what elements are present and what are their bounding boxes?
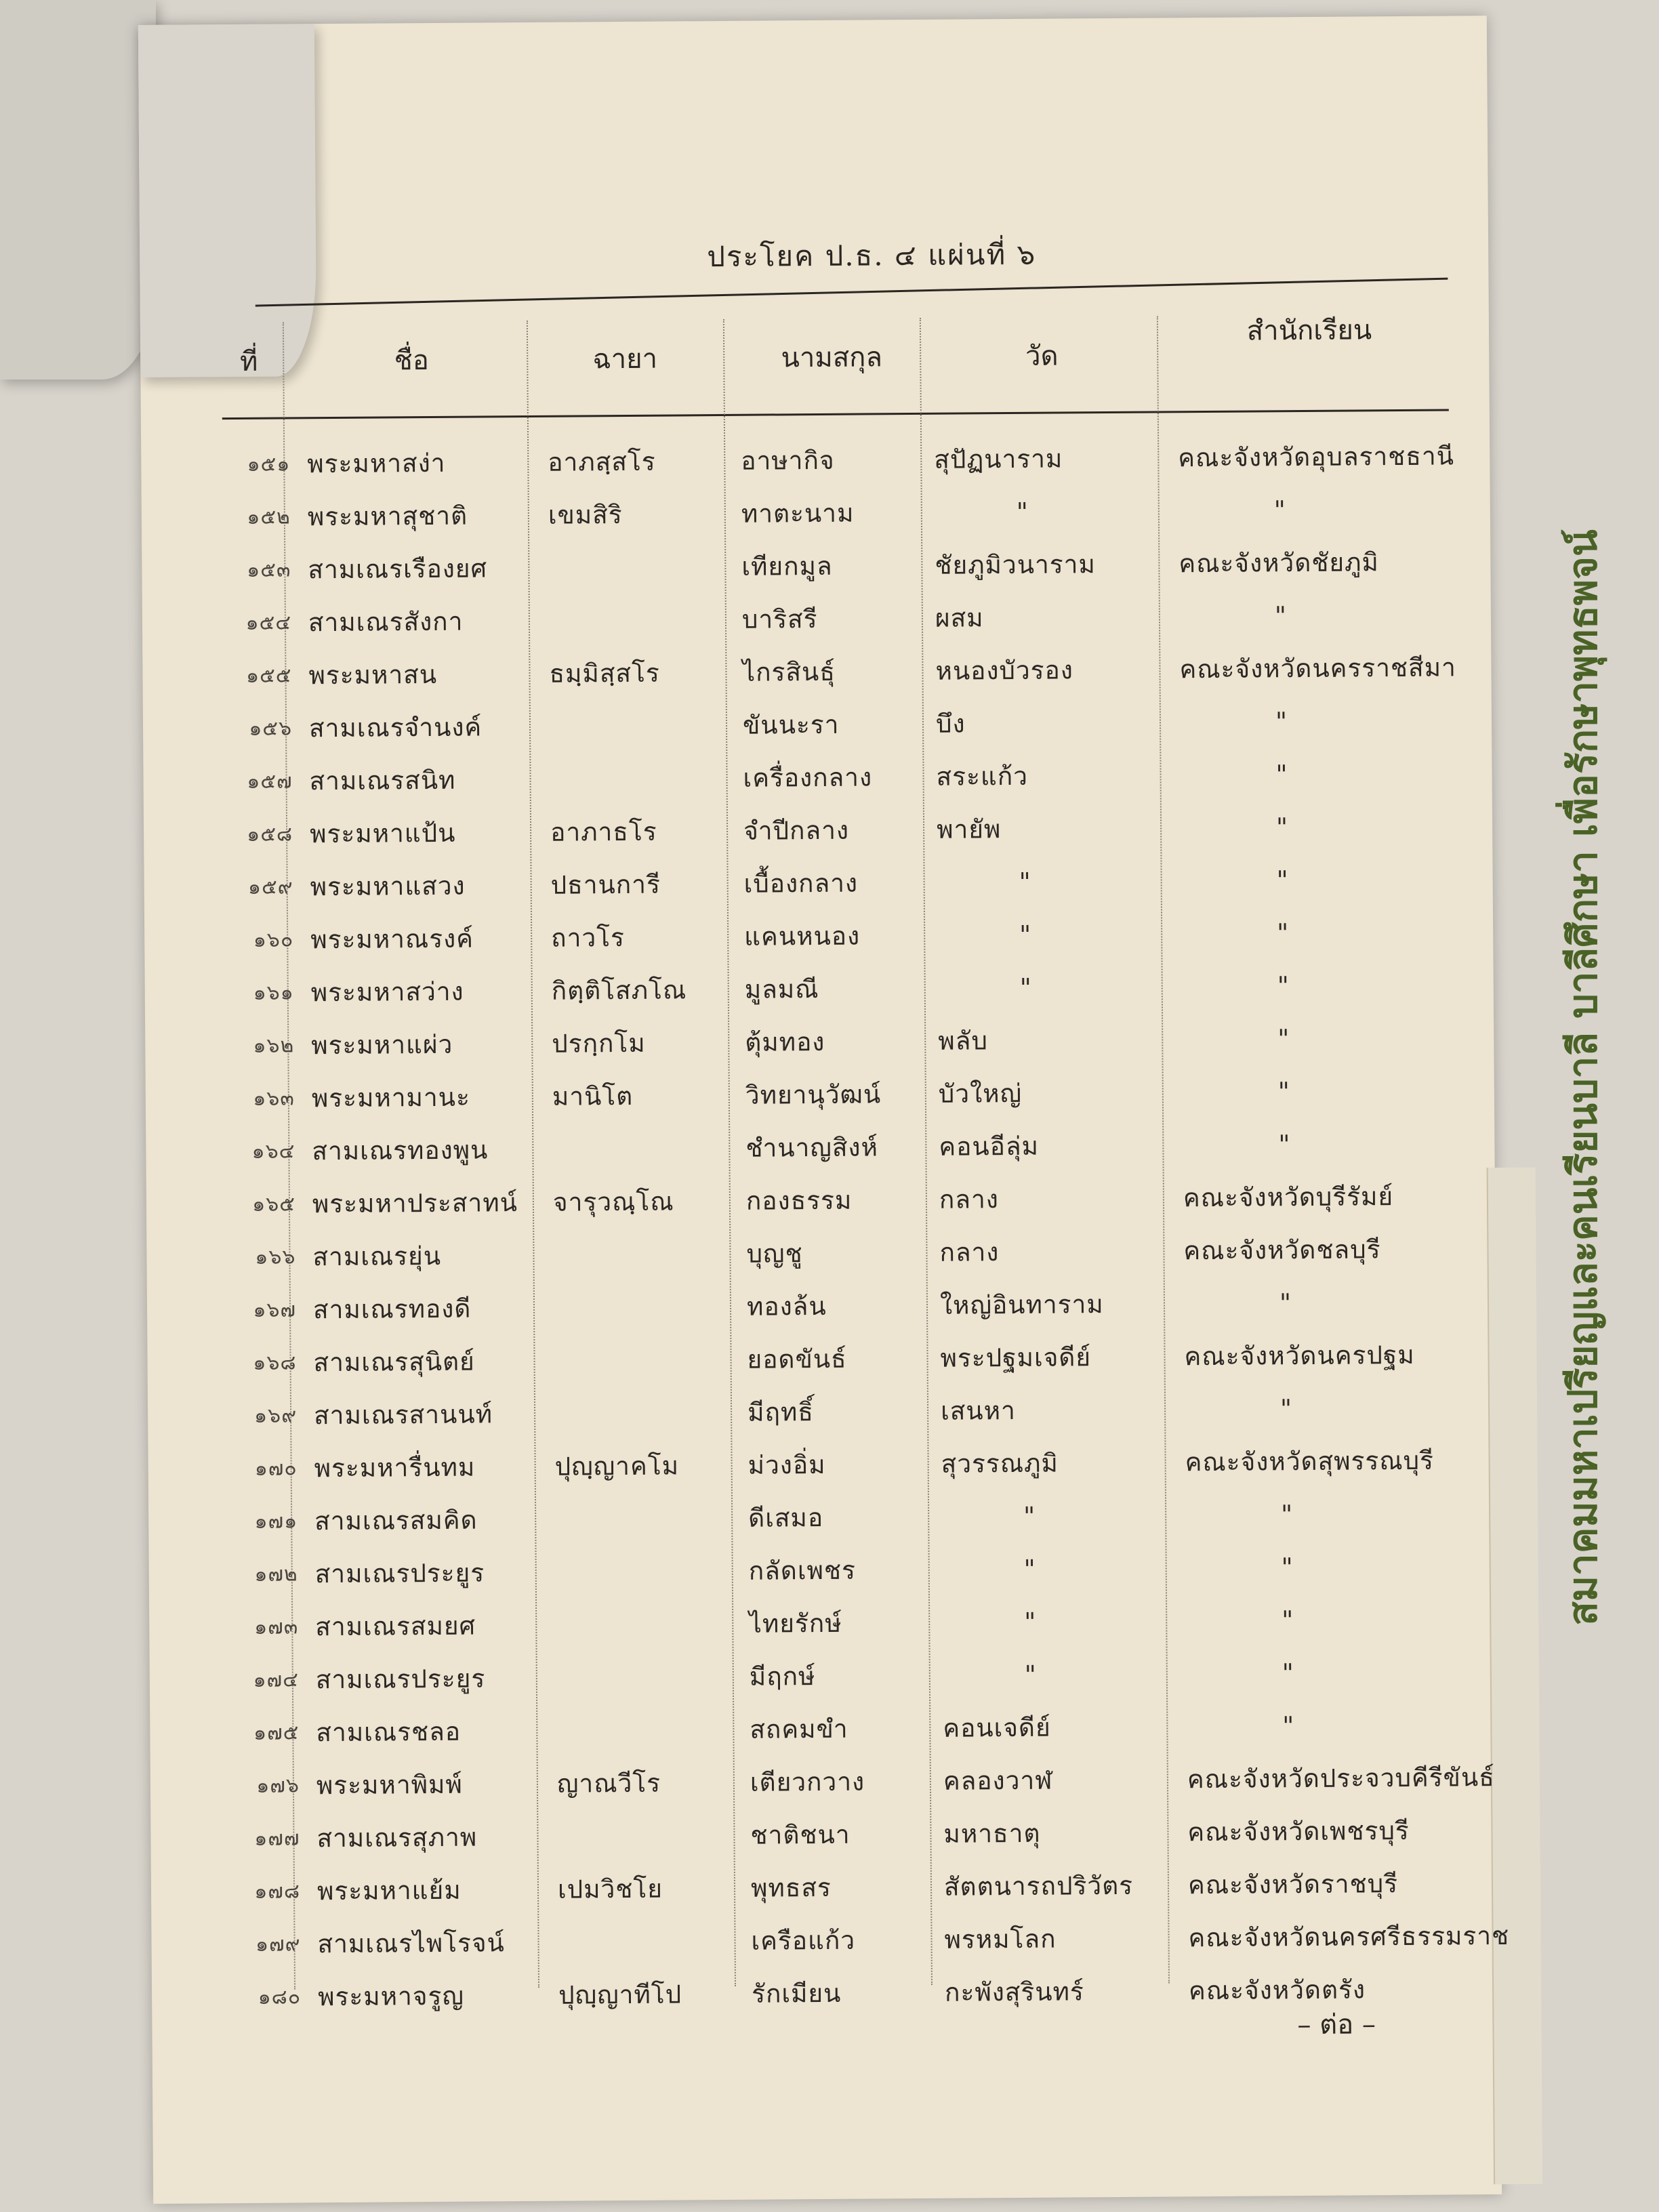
row-number: ๑๕๙ <box>247 875 293 899</box>
school-cell: " <box>1274 601 1288 631</box>
temple-cell: สุปัฏนาราม <box>934 444 1063 474</box>
surname-cell: แคนหนอง <box>744 921 861 951</box>
surname-cell: เครือแก้ว <box>751 1925 856 1956</box>
row-number: ๑๖๙ <box>253 1404 298 1428</box>
row-number: ๑๕๓ <box>247 558 291 582</box>
name-cell: พระมหาประสาทน์ <box>312 1188 518 1219</box>
name-cell: สามเณรสมคิด <box>314 1505 478 1536</box>
name-cell: สามเณรสังกา <box>308 607 464 638</box>
surname-cell: เบื้องกลาง <box>743 868 859 899</box>
table-row <box>151 1863 1500 1925</box>
row-number: ๑๖๑ <box>253 981 294 1005</box>
alias-cell: ถาวโร <box>551 923 626 953</box>
row-number: ๑๗๒ <box>254 1562 298 1586</box>
surname-cell: อาษากิจ <box>741 445 835 476</box>
temple-cell: มหาธาตุ <box>943 1818 1041 1849</box>
alias-cell: มานิโต <box>552 1081 634 1111</box>
table-row <box>147 1282 1496 1344</box>
name-cell: สามเณรสนิท <box>309 765 456 796</box>
row-number: ๑๕๒ <box>247 505 291 529</box>
alias-cell: กิตฺติโสภโณ <box>551 975 687 1006</box>
name-cell: พระมหาแป้น <box>309 818 456 849</box>
surname-cell: ไทยรักษ์ <box>749 1608 842 1639</box>
column-header-alias: ฉายา <box>592 343 658 375</box>
row-number: ๑๖๐ <box>253 928 294 952</box>
row-number: ๑๗๙ <box>255 1932 301 1957</box>
watermark <box>1549 461 1616 1694</box>
surname-cell: จำปีกลาง <box>743 815 850 846</box>
name-cell: พระมหาณรงค์ <box>310 924 474 955</box>
row-number: ๑๖๗ <box>253 1298 297 1322</box>
surname-cell: ทาตะนาม <box>741 498 855 529</box>
school-cell: " <box>1275 707 1288 737</box>
name-cell: สามเณรทองดี <box>312 1294 472 1325</box>
column-header-name: ชื่อ <box>394 345 430 377</box>
surname-cell: เครื่องกลาง <box>743 762 873 793</box>
table-row <box>150 1810 1499 1872</box>
name-cell: พระมหาสง่า <box>307 448 446 479</box>
surname-cell: ไกรสินธุ์ <box>742 657 836 687</box>
school-cell: คณะจังหวัดนครปฐม <box>1184 1340 1415 1372</box>
column-header-no: ที่ <box>239 346 258 377</box>
surname-cell: ขันนะรา <box>742 710 840 740</box>
table-row <box>150 1704 1498 1767</box>
alias-cell: เขมสิริ <box>548 500 623 530</box>
alias-cell: ปุญฺญาทีโป <box>558 1980 682 2010</box>
row-number: ๑๕๗ <box>247 769 293 794</box>
temple-cell: บึง <box>935 709 966 739</box>
row-number: ๑๕๘ <box>247 822 293 846</box>
table-row <box>144 806 1492 868</box>
alias-cell: ปรกฺกโม <box>552 1028 646 1059</box>
temple-cell: " <box>1019 972 1032 1002</box>
table-row <box>151 1916 1510 1978</box>
row-number: ๑๗๓ <box>254 1615 299 1639</box>
table-row <box>150 1652 1498 1714</box>
row-number: ๑๖๔ <box>251 1139 295 1164</box>
table-row <box>146 1070 1494 1132</box>
row-number: ๑๗๐ <box>254 1456 298 1481</box>
table-row <box>146 1176 1495 1238</box>
alias-cell: ปุญฺญาคโม <box>554 1451 680 1481</box>
school-cell: " <box>1275 813 1289 842</box>
temple-cell: สระแก้ว <box>936 761 1029 792</box>
temple-cell: ผสม <box>935 603 984 633</box>
name-cell: พระมหามานะ <box>311 1082 471 1113</box>
table-row <box>143 700 1492 762</box>
table-row <box>142 647 1491 710</box>
column-header-temple: วัด <box>1025 340 1059 372</box>
table-row <box>144 912 1493 974</box>
surname-cell: มีฤกษ์ <box>749 1662 816 1692</box>
header-bottom-rule <box>222 409 1449 419</box>
temple-cell: บัวใหญ่ <box>938 1078 1023 1109</box>
continued-marker: – ต่อ – <box>1297 2009 1376 2041</box>
table-row <box>144 859 1492 921</box>
surname-cell: ทองล้น <box>746 1291 827 1322</box>
name-cell: พระมหาพิมพ์ <box>316 1769 463 1801</box>
page-heading: ประโยค ป.ธ. ๔ แผ่นที่ ๖ <box>707 237 1037 274</box>
name-cell: สามเณรประยูร <box>314 1558 485 1589</box>
temple-cell: " <box>1024 1607 1037 1637</box>
temple-cell: สุวรรณภูมิ <box>941 1448 1059 1479</box>
row-number: ๑๕๔ <box>245 611 292 635</box>
name-cell: พระมหาสน <box>308 659 438 691</box>
school-cell: " <box>1279 1394 1293 1424</box>
name-cell: สามเณรสานนท์ <box>313 1399 493 1431</box>
surname-cell: เตียวกวาง <box>750 1767 865 1797</box>
temple-cell: เสนหา <box>940 1395 1016 1426</box>
name-cell: สามเณรไพโรจน์ <box>317 1928 506 1959</box>
temple-cell: " <box>1024 1660 1037 1689</box>
temple-cell: " <box>1023 1554 1036 1584</box>
school-cell: " <box>1275 760 1288 790</box>
row-number: ๑๖๕ <box>252 1192 296 1216</box>
alias-cell: ปธานการี <box>550 869 661 900</box>
row-number: ๑๖๒ <box>253 1033 295 1058</box>
surname-cell: บุญชู <box>746 1239 803 1269</box>
surname-cell: บาริสรี <box>741 605 818 634</box>
row-number: ๑๕๖ <box>249 716 293 741</box>
school-cell: " <box>1279 1288 1292 1318</box>
name-cell: สามเณรจำนงค์ <box>308 712 483 743</box>
table-row <box>145 964 1494 1027</box>
surname-cell: กลัดเพชร <box>748 1555 857 1586</box>
school-cell: คณะจังหวัดนครศรีธรรมราช <box>1188 1921 1510 1953</box>
row-number: ๑๕๑ <box>247 452 291 476</box>
temple-cell: คลองวาฬ <box>943 1765 1053 1796</box>
surname-cell: พุทธสร <box>750 1872 832 1903</box>
school-cell: " <box>1282 1711 1295 1741</box>
alias-cell: จารุวณฺโณ <box>552 1187 674 1217</box>
temple-cell: กลาง <box>939 1185 1000 1214</box>
school-cell: คณะจังหวัดบุรีรัมย์ <box>1183 1182 1394 1213</box>
name-cell: พระมหาแผ่ว <box>311 1029 453 1061</box>
temple-cell: กลาง <box>939 1237 1000 1267</box>
alias-cell: เปมวิชโย <box>557 1874 663 1904</box>
name-cell: สามเณรสมยศ <box>315 1611 476 1642</box>
folded-page-corner <box>138 24 317 377</box>
table-row <box>141 436 1490 498</box>
table-row <box>148 1387 1496 1450</box>
surname-cell: ชาติชนา <box>750 1820 851 1850</box>
surname-cell: ชำนาญสิงห์ <box>745 1132 879 1163</box>
school-cell: คณะจังหวัดตรัง <box>1188 1975 1366 2006</box>
school-cell: คณะจังหวัดชัยภูมิ <box>1179 548 1379 579</box>
school-cell: " <box>1277 1077 1290 1107</box>
surname-cell: ม่วงอิ่ม <box>747 1450 826 1480</box>
temple-cell: พายัพ <box>936 815 1002 844</box>
alias-cell: อาภสฺสโร <box>548 447 656 477</box>
table-row <box>148 1493 1497 1555</box>
name-cell: สามเณรประยูร <box>315 1664 486 1695</box>
name-cell: พระมหาสุชาติ <box>307 501 468 532</box>
row-number: ๑๗๔ <box>253 1668 299 1692</box>
alias-cell: ธมฺมิสฺสโร <box>549 658 660 689</box>
table-row <box>150 1757 1499 1820</box>
row-number: ๑๖๖ <box>255 1245 296 1269</box>
column-header-surname: นามสกุล <box>781 342 883 374</box>
surname-cell: ตุ้มทอง <box>745 1027 825 1057</box>
name-cell: พระมหาสว่าง <box>310 977 464 1008</box>
row-number: ๑๗๘ <box>254 1879 301 1904</box>
school-cell: " <box>1277 971 1290 1001</box>
surname-cell: กองธรรม <box>745 1185 853 1216</box>
temple-cell: กะพังสุรินทร์ <box>944 1977 1084 2007</box>
temple-cell: คอนอีลุ่ม <box>939 1131 1040 1162</box>
table-row <box>146 1229 1495 1291</box>
school-cell: คณะจังหวัดอุบลราชธานี <box>1178 441 1455 473</box>
name-cell: พระมหาแสวง <box>310 871 466 902</box>
name-cell: สามเณรชลอ <box>316 1717 462 1748</box>
temple-cell: สัตตนารถปริวัตร <box>943 1870 1134 1902</box>
temple-cell: ชัยภูมิวนาราม <box>935 550 1097 580</box>
name-cell: สามเณรสุภาพ <box>316 1822 478 1853</box>
temple-cell: " <box>1019 867 1031 897</box>
school-cell: คณะจังหวัดชลบุรี <box>1183 1235 1381 1266</box>
surname-cell: มูลมณี <box>744 975 819 1004</box>
watermark-text: สมาคมมหาเปรียญและคนเรียนบาลี บาลีศึกษา เพื่อรักษาพุทธพจน์ <box>1559 529 1606 1626</box>
table-row <box>147 1334 1496 1397</box>
table-row <box>145 1017 1494 1080</box>
surname-cell: สถคมขำ <box>750 1714 848 1744</box>
school-cell: " <box>1277 918 1290 948</box>
school-cell: " <box>1282 1605 1294 1635</box>
name-cell: สามเณรสุนิตย์ <box>313 1347 475 1378</box>
table-row <box>143 753 1492 815</box>
name-cell: สามเณรเรืองยศ <box>308 554 488 585</box>
surname-cell: วิทยานุวัฒน์ <box>745 1080 882 1110</box>
school-cell: " <box>1281 1500 1294 1530</box>
table-row <box>146 1123 1494 1185</box>
temple-cell: " <box>1023 1501 1036 1531</box>
temple-cell: คอนเจดีย์ <box>943 1713 1051 1743</box>
name-cell: พระมหาแย้ม <box>316 1875 462 1906</box>
table-row <box>149 1546 1498 1608</box>
surname-cell: เทียกมูล <box>741 551 833 581</box>
school-cell: คณะจังหวัดนครราชสีมา <box>1179 653 1456 684</box>
school-cell: คณะจังหวัดเพชรบุรี <box>1187 1816 1410 1847</box>
alias-cell: ญาณวีโร <box>556 1768 661 1799</box>
school-cell: " <box>1281 1553 1294 1582</box>
row-number: ๑๗๑ <box>254 1509 298 1534</box>
table-row <box>142 594 1491 657</box>
row-number: ๑๘๐ <box>258 1985 302 2009</box>
table-row <box>142 541 1490 604</box>
alias-cell: อาภาธโร <box>550 817 657 847</box>
school-cell: " <box>1277 1024 1290 1054</box>
name-cell: พระมหาจรูญ <box>317 1981 465 2012</box>
temple-cell: พระปฐมเจดีย์ <box>940 1343 1092 1373</box>
row-number: ๑๖๘ <box>253 1351 297 1375</box>
temple-cell: " <box>1016 497 1029 527</box>
name-cell: สามเณรยุ่น <box>312 1241 442 1272</box>
school-cell: คณะจังหวัดราชบุรี <box>1187 1869 1399 1900</box>
school-cell: " <box>1273 495 1287 525</box>
temple-cell: พรหมโลก <box>944 1924 1057 1954</box>
school-cell: " <box>1278 1130 1291 1160</box>
row-number: ๑๕๕ <box>245 663 292 688</box>
surname-cell: รักเมียน <box>751 1978 842 2009</box>
temple-cell: หนองบัวรอง <box>935 655 1074 686</box>
table-row <box>149 1599 1498 1661</box>
left-page-edge <box>0 0 156 380</box>
table-row <box>148 1440 1496 1502</box>
surname-cell: มีฤทธิ์ <box>747 1397 815 1427</box>
surname-cell: ดีเสมอ <box>748 1502 824 1533</box>
school-cell: " <box>1276 865 1289 895</box>
row-number: ๑๗๗ <box>254 1826 300 1851</box>
row-number: ๑๖๓ <box>253 1086 295 1111</box>
temple-cell: พลับ <box>938 1026 989 1056</box>
document-page <box>138 16 1510 2204</box>
temple-cell: ใหญ่อินทาราม <box>939 1290 1104 1320</box>
table-row <box>142 489 1490 551</box>
row-number: ๑๗๕ <box>253 1721 300 1745</box>
school-cell: คณะจังหวัดสุพรรณบุรี <box>1185 1446 1435 1477</box>
column-header-school: สำนักเรียน <box>1246 314 1372 347</box>
school-cell: คณะจังหวัดประจวบคีรีขันธ์ <box>1187 1763 1495 1795</box>
name-cell: พระมหารื่นทม <box>314 1452 476 1483</box>
temple-cell: " <box>1019 920 1032 949</box>
surname-cell: ยอดขันธ์ <box>747 1344 847 1374</box>
name-cell: สามเณรทองพูน <box>312 1135 489 1166</box>
school-cell: " <box>1282 1658 1294 1688</box>
row-number: ๑๗๖ <box>256 1774 300 1798</box>
header-top-rule <box>255 278 1448 307</box>
